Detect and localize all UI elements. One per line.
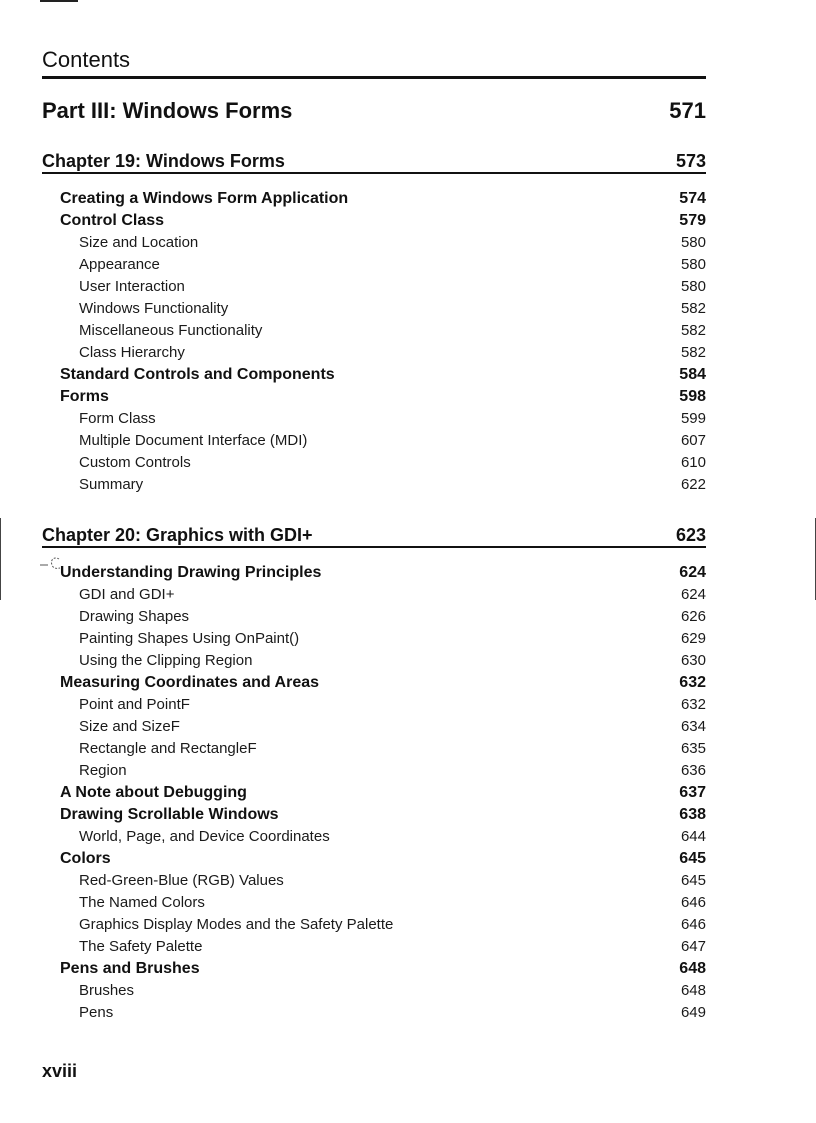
toc-section-entry[interactable] xyxy=(42,848,706,870)
entry-page: 579 xyxy=(679,212,706,229)
page-title: Contents xyxy=(42,47,131,72)
toc-section-entry[interactable] xyxy=(42,958,706,980)
toc-subsection-entry[interactable] xyxy=(42,628,706,650)
entry-title: Summary xyxy=(79,476,144,493)
entry-title: Standard Controls and Components xyxy=(60,366,335,383)
entry-title: Drawing Scrollable Windows xyxy=(60,806,279,823)
toc-section-entry[interactable] xyxy=(42,804,706,826)
entry-title: Size and SizeF xyxy=(79,718,180,735)
entry-page: 637 xyxy=(679,784,706,801)
entry-page: 584 xyxy=(679,366,706,383)
entry-title: The Safety Palette xyxy=(79,938,203,955)
entry-title: GDI and GDI+ xyxy=(79,586,175,603)
entry-title: Windows Functionality xyxy=(79,300,229,317)
entry-title: Pens and Brushes xyxy=(60,960,200,977)
entry-page: 622 xyxy=(680,476,706,493)
chapter-title: Chapter 19: Windows Forms xyxy=(42,151,285,171)
entry-page: 582 xyxy=(680,344,706,361)
entry-page: 624 xyxy=(680,586,706,603)
page-header xyxy=(42,46,706,79)
table-of-contents xyxy=(42,96,706,1024)
entry-page: 630 xyxy=(680,652,706,669)
entry-title: Control Class xyxy=(60,212,165,229)
part-title: Part III: Windows Forms xyxy=(42,98,293,123)
entry-title: User Interaction xyxy=(79,278,185,295)
chapter-page: 623 xyxy=(675,525,706,545)
entry-page: 645 xyxy=(680,872,706,889)
top-rule xyxy=(40,0,78,2)
entry-page: 645 xyxy=(679,850,706,867)
part-page: 571 xyxy=(669,98,706,123)
toc-subsection-entry[interactable] xyxy=(42,870,706,892)
entry-page: 580 xyxy=(680,278,706,295)
entry-title: Size and Location xyxy=(79,234,199,251)
chapter-section xyxy=(42,524,706,1024)
entry-page: 644 xyxy=(680,828,706,845)
chapter-list xyxy=(42,150,706,1024)
entry-page: 638 xyxy=(679,806,706,823)
entry-title: Forms xyxy=(60,388,109,405)
toc-subsection-entry[interactable] xyxy=(42,320,706,342)
toc-subsection-entry[interactable] xyxy=(42,298,706,320)
page-folio: xviii xyxy=(42,1061,78,1081)
entry-page: 634 xyxy=(680,718,706,735)
chapter-title: Chapter 20: Graphics with GDI+ xyxy=(42,525,313,545)
toc-subsection-entry[interactable] xyxy=(42,232,706,254)
toc-subsection-entry[interactable] xyxy=(42,650,706,672)
toc-subsection-entry[interactable] xyxy=(42,1002,706,1024)
entry-page: 607 xyxy=(680,432,706,449)
toc-subsection-entry[interactable] xyxy=(42,276,706,298)
entry-title: World, Page, and Device Coordinates xyxy=(79,828,330,845)
entry-title: Colors xyxy=(60,850,111,867)
entry-page: 598 xyxy=(679,388,706,405)
toc-subsection-entry[interactable] xyxy=(42,914,706,936)
entry-page: 582 xyxy=(680,322,706,339)
entry-title: Appearance xyxy=(79,256,160,273)
entry-page: 624 xyxy=(679,564,706,581)
toc-subsection-entry[interactable] xyxy=(42,826,706,848)
entry-page: 574 xyxy=(679,190,706,207)
entry-page: 635 xyxy=(680,740,706,757)
toc-section-entry[interactable] xyxy=(42,782,706,804)
chapter-section xyxy=(42,150,706,496)
toc-subsection-entry[interactable] xyxy=(42,694,706,716)
toc-subsection-entry[interactable] xyxy=(42,254,706,276)
toc-subsection-entry[interactable] xyxy=(42,408,706,430)
entry-title: Form Class xyxy=(79,410,156,427)
chapter-page: 573 xyxy=(675,151,706,171)
chapter-heading[interactable] xyxy=(42,150,706,174)
toc-subsection-entry[interactable] xyxy=(42,606,706,628)
toc-subsection-entry[interactable] xyxy=(42,452,706,474)
entry-title: Drawing Shapes xyxy=(79,608,190,625)
toc-section-entry[interactable] xyxy=(42,562,706,584)
entry-page: 649 xyxy=(680,1004,706,1021)
entry-page: 646 xyxy=(680,916,706,933)
entry-page: 632 xyxy=(680,696,706,713)
entry-title: Using the Clipping Region xyxy=(79,652,253,669)
toc-subsection-entry[interactable] xyxy=(42,892,706,914)
toc-subsection-entry[interactable] xyxy=(42,716,706,738)
entry-page: 580 xyxy=(680,256,706,273)
entry-page: 629 xyxy=(680,630,706,647)
entry-page: 632 xyxy=(679,674,706,691)
toc-subsection-entry[interactable] xyxy=(42,980,706,1002)
toc-subsection-entry[interactable] xyxy=(42,936,706,958)
entry-title: The Named Colors xyxy=(79,894,205,911)
entry-title: Pens xyxy=(79,1004,114,1021)
entry-page: 636 xyxy=(680,762,706,779)
toc-subsection-entry[interactable] xyxy=(42,584,706,606)
entry-title: Miscellaneous Functionality xyxy=(79,322,263,339)
entry-title: Region xyxy=(79,762,127,779)
entry-page: 648 xyxy=(680,982,706,999)
toc-section-entry[interactable] xyxy=(42,364,706,386)
toc-section-entry[interactable] xyxy=(42,188,706,210)
toc-subsection-entry[interactable] xyxy=(42,474,706,496)
left-margin-mark xyxy=(0,518,1,600)
entry-page: 599 xyxy=(680,410,706,427)
entry-page: 626 xyxy=(680,608,706,625)
entry-title: Multiple Document Interface (MDI) xyxy=(79,432,308,449)
entry-page: 580 xyxy=(680,234,706,251)
entry-title: Graphics Display Modes and the Safety Palette xyxy=(79,916,394,933)
toc-subsection-entry[interactable] xyxy=(42,760,706,782)
toc-section-entry[interactable] xyxy=(42,672,706,694)
entry-page: 582 xyxy=(680,300,706,317)
entry-title: Custom Controls xyxy=(79,454,191,471)
entry-title: Creating a Windows Form Application xyxy=(60,190,349,207)
cursor-icon xyxy=(40,556,62,572)
part-heading[interactable] xyxy=(42,96,706,126)
entry-page: 647 xyxy=(680,938,706,955)
entry-title: Brushes xyxy=(79,982,135,999)
entry-title: Red-Green-Blue (RGB) Values xyxy=(79,872,284,889)
toc-section-entry[interactable] xyxy=(42,210,706,232)
entry-title: Painting Shapes Using OnPaint() xyxy=(79,630,300,647)
toc-subsection-entry[interactable] xyxy=(42,430,706,452)
toc-section-entry[interactable] xyxy=(42,386,706,408)
toc-subsection-entry[interactable] xyxy=(42,342,706,364)
chapter-heading[interactable] xyxy=(42,524,706,548)
entry-page: 610 xyxy=(680,454,706,471)
toc-subsection-entry[interactable] xyxy=(42,738,706,760)
entry-page: 648 xyxy=(679,960,706,977)
entry-title: Class Hierarchy xyxy=(79,344,185,361)
entry-title: Rectangle and RectangleF xyxy=(79,740,257,757)
entry-title: Understanding Drawing Principles xyxy=(60,564,322,581)
entry-title: A Note about Debugging xyxy=(60,784,247,801)
entry-title: Point and PointF xyxy=(79,696,190,713)
entry-page: 646 xyxy=(680,894,706,911)
entry-title: Measuring Coordinates and Areas xyxy=(60,674,320,691)
